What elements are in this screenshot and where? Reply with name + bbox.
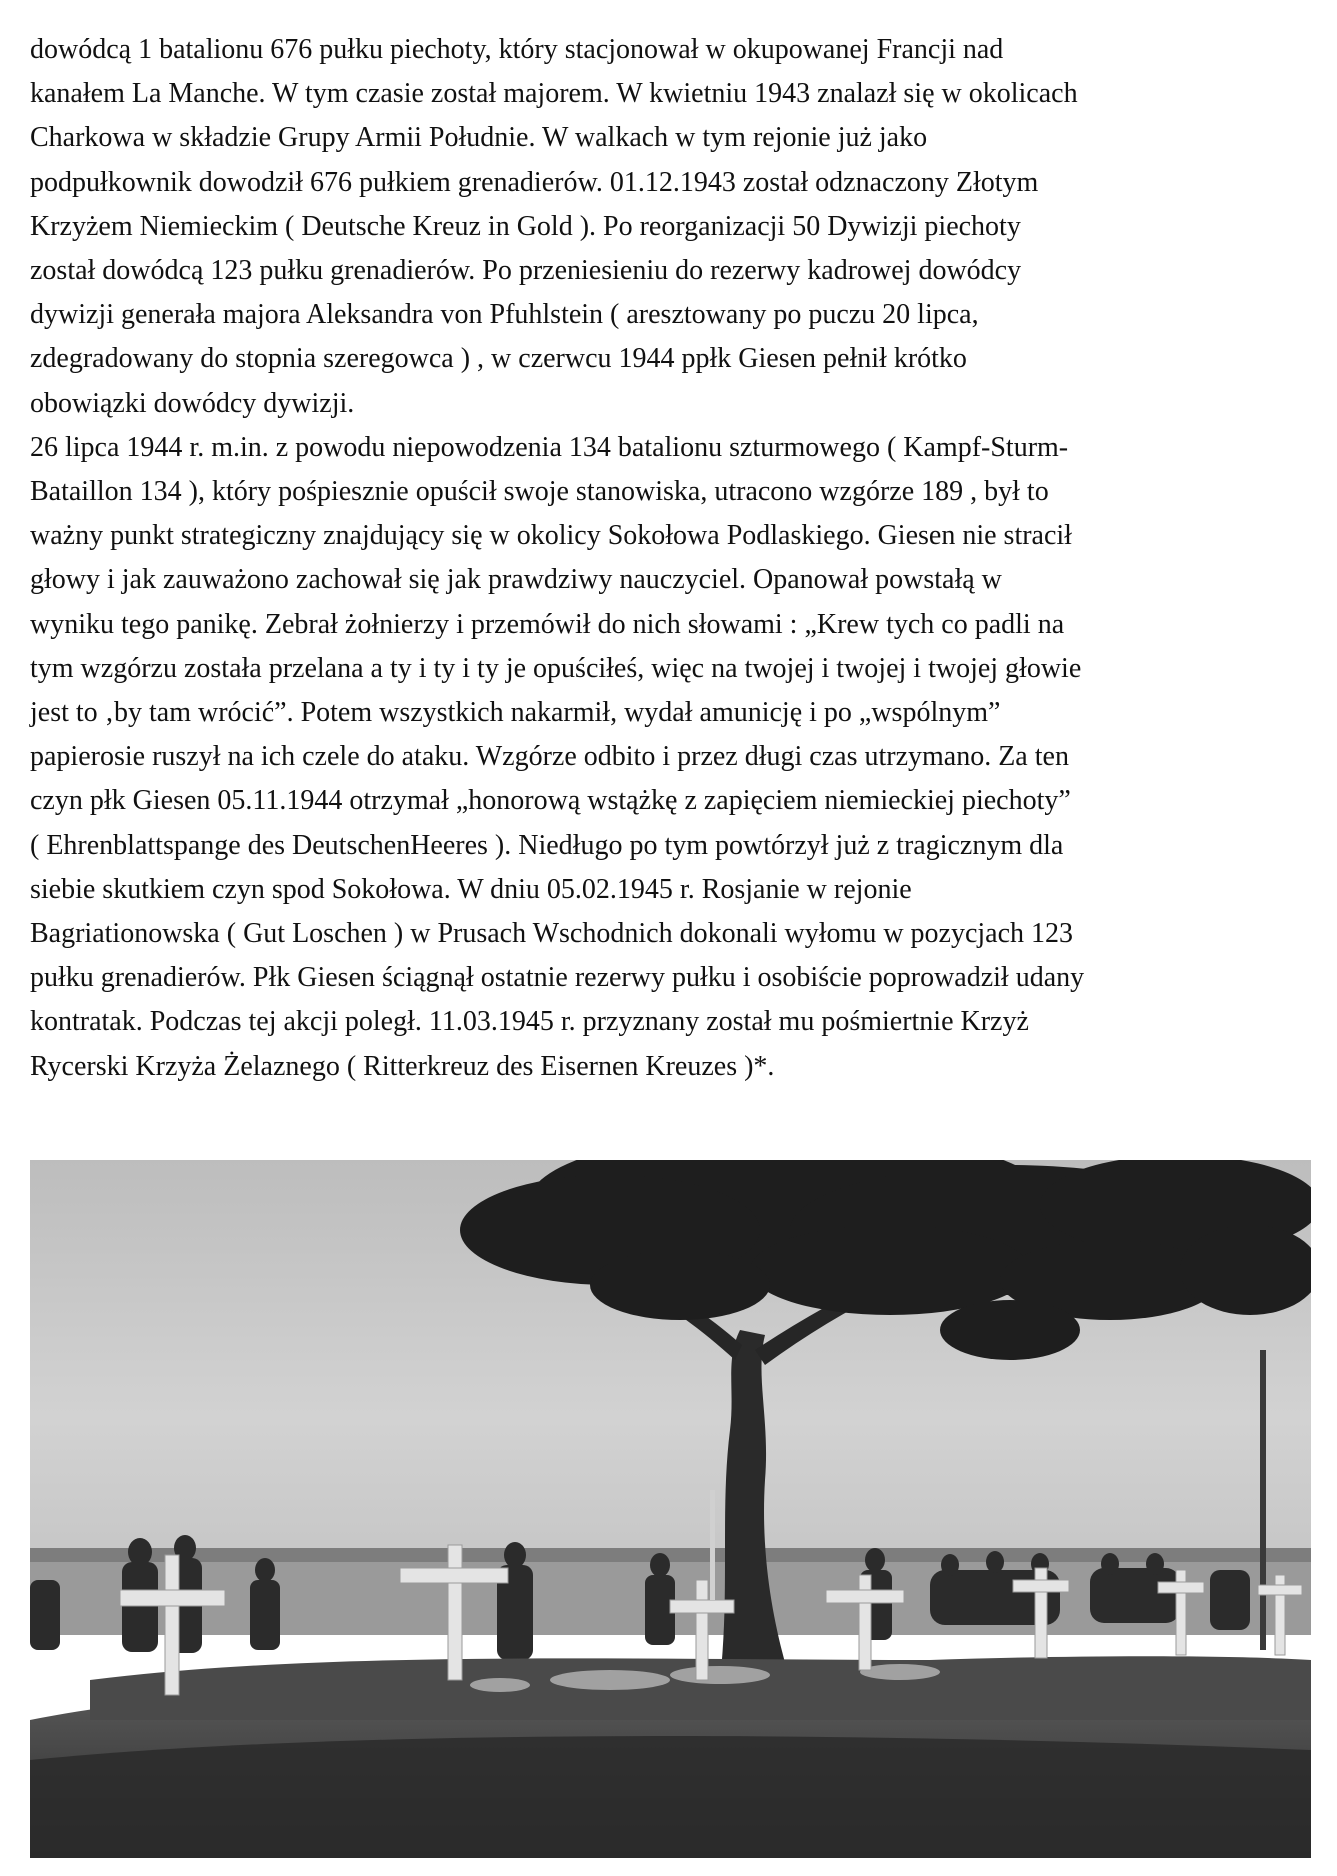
text-line: siebie skutkiem czyn spod Sokołowa. W dniu 05.02.1945 r. Rosjanie w rejonie xyxy=(30,873,912,905)
cemetery-photograph xyxy=(30,1160,1311,1858)
text-line: dywizji generała majora Aleksandra von Pfuhlstein ( aresztowany po puczu 20 lipca, xyxy=(30,299,979,331)
body-text xyxy=(30,28,1320,1089)
text-line: Krzyżem Niemieckim ( Deutsche Kreuz in Gold ). Po reorganizacji 50 Dywizji piechoty xyxy=(30,210,1021,242)
text-line: ( Ehrenblattspange des DeutschenHeeres ). Niedługo po tym powtórzył już z tragicznym dla xyxy=(30,829,1064,861)
text-line: został dowódcą 123 pułku grenadierów. Po przeniesieniu do rezerwy kadrowej dowódcy xyxy=(30,255,1022,287)
pole xyxy=(1260,1350,1266,1650)
text-line: ważny punkt strategiczny znajdujący się w okolicy Sokołowa Podlaskiego. Giesen nie stracił xyxy=(30,520,1072,552)
distant-trees xyxy=(30,1548,1311,1562)
text-line: tym wzgórzu została przelana a ty i ty i ty je opuściłeś, więc na twojej i twojej i twojej głowie xyxy=(30,652,1082,684)
text-line: czyn płk Giesen 05.11.1944 otrzymał „honorową wstążkę z zapięciem niemieckiej piechoty” xyxy=(30,785,1071,817)
text-line: Bataillon 134 ), który pośpiesznie opuścił swoje stanowiska, utracono wzgórze 189 , był to xyxy=(30,476,1049,508)
text-line: Charkowa w składzie Grupy Armii Południe. W walkach w tym rejonie już jako xyxy=(30,122,928,154)
text-line: Bagriationowska ( Gut Loschen ) w Prusach Wschodnich dokonali wyłomu w pozycjach 123 xyxy=(30,918,1074,950)
text-line: jest to ‚by tam wrócić”. Potem wszystkich nakarmił, wydał amunicję i po „wspólnym” xyxy=(30,697,1001,729)
foreground-mound xyxy=(30,1736,1311,1858)
text-line: obowiązki dowódcy dywizji. xyxy=(30,387,355,419)
text-line: dowódcą 1 batalionu 676 pułku piechoty, który stacjonował w okupowanej Francji nad xyxy=(30,34,1004,65)
tall-cross xyxy=(710,1490,715,1600)
text-line: Rycerski Krzyża Żelaznego ( Ritterkreuz des Eisernen Kreuzes )*. xyxy=(30,1050,775,1082)
photo-illustration xyxy=(30,1160,1311,1858)
text-line: zdegradowany do stopnia szeregowca ) , w czerwcu 1944 ppłk Giesen pełnił krótko xyxy=(30,343,967,375)
text-line: pułku grenadierów. Płk Giesen ściągnął ostatnie rezerwy pułku i osobiście poprowadził udany xyxy=(30,962,1085,994)
text-line: wyniku tego panikę. Zebrał żołnierzy i przemówił do nich słowami : „Krew tych co padli na xyxy=(30,608,1065,640)
text-line: głowy i jak zauważono zachował się jak prawdziwy nauczyciel. Opanował powstałą w xyxy=(30,564,1002,596)
text-line: papierosie ruszył na ich czele do ataku. Wzgórze odbito i przez długi czas utrzymano. Za ten xyxy=(30,741,1069,773)
text-line: kanałem La Manche. W tym czasie został majorem. W kwietniu 1943 znalazł się w okolicach xyxy=(30,78,1078,110)
text-line: kontratak. Podczas tej akcji poległ. 11.03.1945 r. przyznany został mu pośmiertnie Krzyż xyxy=(30,1006,1029,1038)
text-line: 26 lipca 1944 r. m.in. z powodu niepowodzenia 134 batalionu szturmowego ( Kampf-Sturm- xyxy=(30,431,1069,463)
text-line: podpułkownik dowodził 676 pułkiem grenadierów. 01.12.1943 został odznaczony Złotym xyxy=(30,166,1039,198)
